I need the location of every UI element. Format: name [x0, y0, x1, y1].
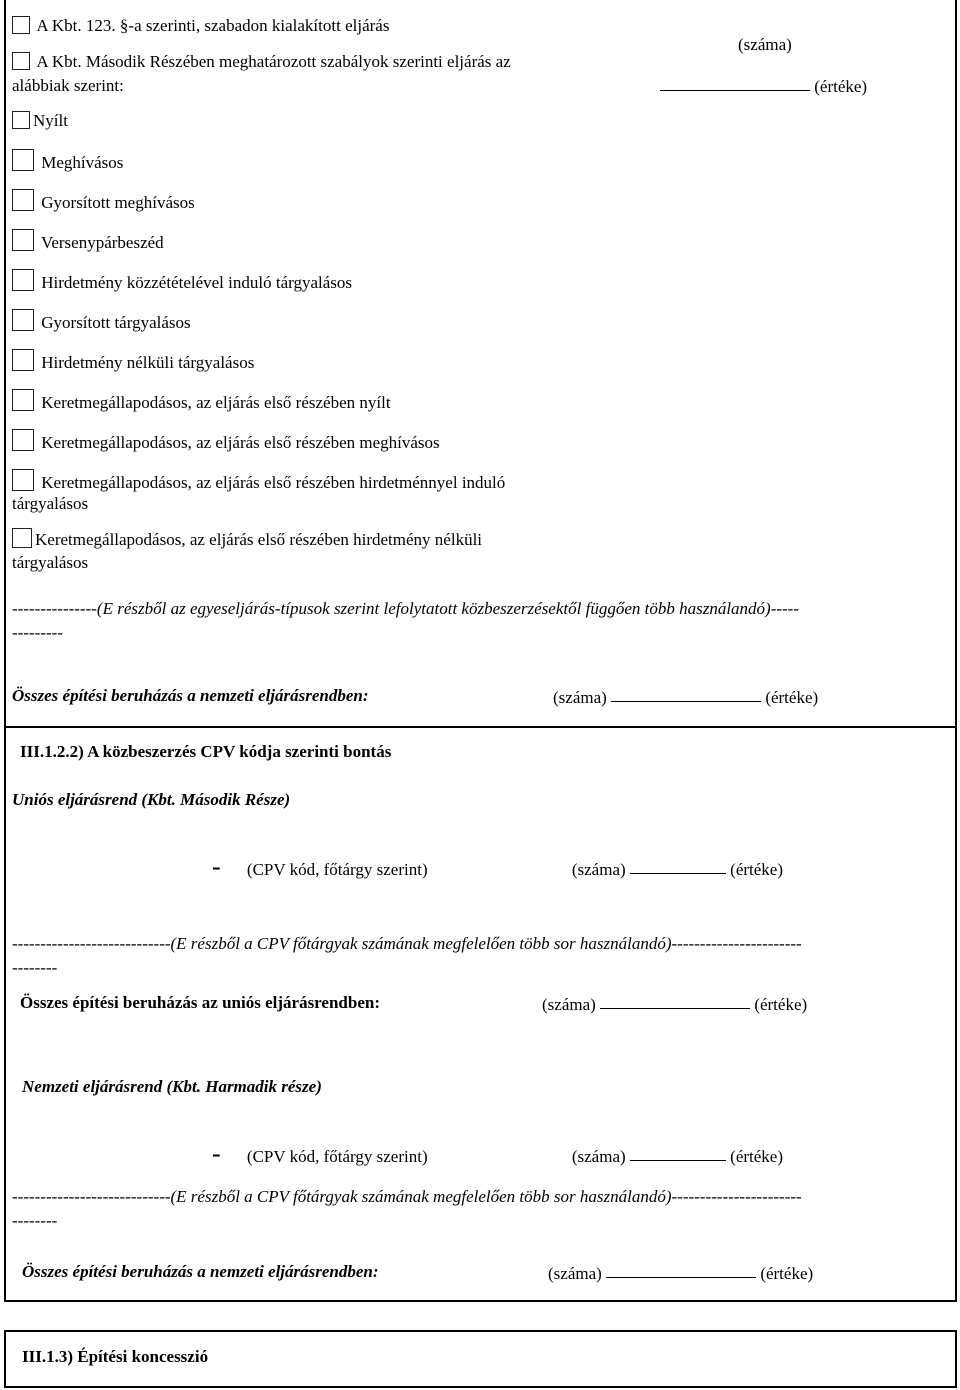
- checkbox-keret-hirdetmennyel[interactable]: [12, 469, 34, 491]
- option-hirdetmeny-kozzetetel[interactable]: [12, 269, 352, 294]
- option-label: Meghívásos: [41, 153, 124, 172]
- option-keret-nelkuli[interactable]: [12, 528, 482, 551]
- option-masodik-label-2: alábbiak szerint:: [12, 76, 124, 95]
- cpv-heading: III.1.2.2) A közbeszerzés CPV kódja szerinti bontás: [20, 742, 392, 761]
- national-total-field[interactable]: [553, 685, 818, 709]
- nemzeti-cpv-row[interactable]: [212, 1139, 784, 1168]
- procedure-note-line-2: ---------: [12, 623, 63, 642]
- option-keret-hirdetmennyel[interactable]: [12, 469, 505, 494]
- checkbox-meghivasos[interactable]: [12, 149, 34, 171]
- option-label: Keretmegállapodásos, az eljárás első részében meghívásos: [41, 433, 440, 452]
- checkbox-keret-meghivasos[interactable]: [12, 429, 34, 451]
- option-label: Keretmegállapodásos, az eljárás első részében nyílt: [41, 393, 391, 412]
- szama-label: (száma): [571, 860, 626, 879]
- top-szama-label: (száma): [738, 35, 792, 54]
- option-label: Gyorsított tárgyalásos: [41, 313, 191, 332]
- option-kbt123[interactable]: [12, 15, 389, 37]
- szama-label: (száma): [542, 995, 596, 1014]
- unios-total-field[interactable]: [542, 992, 807, 1016]
- checkbox-keret-nelkuli[interactable]: [12, 528, 32, 548]
- left-border: [4, 0, 6, 1302]
- option-label: Hirdetmény közzétételével induló tárgyalásos: [41, 273, 353, 292]
- section-divider: [4, 726, 957, 728]
- top-value-field[interactable]: [660, 74, 867, 98]
- erteke-label: (értéke): [730, 860, 784, 879]
- bottom-border: [4, 1300, 957, 1302]
- nemzeti-note-line-2: --------: [12, 1211, 58, 1230]
- top-value-underline[interactable]: [660, 74, 810, 91]
- row-dash: -: [212, 852, 221, 881]
- national-total-underline[interactable]: [611, 685, 761, 702]
- option-label: Hirdetmény nélküli tárgyalásos: [41, 353, 255, 372]
- option-masodik[interactable]: [12, 51, 511, 73]
- checkbox-keret-nyilt[interactable]: [12, 389, 34, 411]
- szama-label: (száma): [571, 1147, 626, 1166]
- option-gyorsitott-targyalasos[interactable]: [12, 309, 191, 334]
- procedure-note-line-1: ---------------(E részből az egyeseljárás-típusok szerint lefolytatott közbeszerzésektől függően több használandó)-----: [12, 599, 800, 618]
- option-keret-hirdetmennyel-cont: tárgyalásos: [12, 494, 89, 513]
- nemzeti-total-underline[interactable]: [606, 1261, 756, 1278]
- option-label: Versenypárbeszéd: [40, 233, 164, 252]
- erteke-label: (értéke): [754, 995, 808, 1014]
- checkbox-kbt123[interactable]: [12, 16, 30, 34]
- option-nyilt[interactable]: [12, 110, 68, 132]
- checkbox-versenyparbeszed[interactable]: [12, 229, 34, 251]
- right-border: [955, 0, 957, 1302]
- unios-note-line-2: --------: [12, 958, 58, 977]
- option-label: Gyorsított meghívásos: [41, 193, 195, 212]
- szama-label: (száma): [548, 1264, 602, 1283]
- option-versenyparbeszed[interactable]: [12, 229, 164, 254]
- top-erteke-label: (értéke): [814, 77, 868, 96]
- nemzeti-total-field[interactable]: [548, 1261, 813, 1285]
- koncesszio-heading: III.1.3) Építési koncesszió: [22, 1347, 209, 1366]
- nemzeti-note-line-1: ----------------------------(E részből a CPV főtárgyak számának megfelelően több sor használandó)-----------------------: [12, 1187, 802, 1206]
- option-label: Nyílt: [33, 111, 68, 130]
- cpv-code-label: (CPV kód, főtárgy szerint): [246, 860, 428, 879]
- option-meghivasos[interactable]: [12, 149, 123, 174]
- option-keret-nyilt[interactable]: [12, 389, 391, 414]
- unios-total-underline[interactable]: [600, 992, 750, 1009]
- checkbox-hirdetmeny-kozzetetel[interactable]: [12, 269, 34, 291]
- national-total-label: Összes építési beruházás a nemzeti eljárásrendben:: [12, 686, 369, 705]
- option-kbt123-label: A Kbt. 123. §-a szerinti, szabadon kialakított eljárás: [36, 16, 390, 35]
- option-gyorsitott-meghivasos[interactable]: [12, 189, 195, 214]
- row-dash: -: [212, 1139, 221, 1168]
- unios-cpv-underline[interactable]: [630, 857, 726, 874]
- unios-heading: Uniós eljárásrend (Kbt. Második Része): [12, 790, 291, 809]
- checkbox-masodik[interactable]: [12, 52, 30, 70]
- erteke-label: (értéke): [760, 1264, 814, 1283]
- nemzeti-total-label: Összes építési beruházás a nemzeti eljárásrendben:: [22, 1262, 379, 1281]
- nemzeti-cpv-underline[interactable]: [630, 1144, 726, 1161]
- checkbox-hirdetmeny-nelkuli[interactable]: [12, 349, 34, 371]
- option-keret-nelkuli-cont: tárgyalásos: [12, 553, 89, 572]
- option-label: Keretmegállapodásos, az eljárás első részében hirdetmény nélküli: [35, 530, 483, 549]
- option-label: Keretmegállapodásos, az eljárás első részében hirdetménnyel induló: [41, 473, 506, 492]
- unios-note-line-1: ----------------------------(E részből a CPV főtárgyak számának megfelelően több sor használandó)-----------------------: [12, 934, 802, 953]
- cpv-code-label: (CPV kód, főtárgy szerint): [246, 1147, 428, 1166]
- unios-cpv-row[interactable]: [212, 852, 784, 881]
- erteke-label: (értéke): [765, 688, 819, 707]
- unios-total-label: Összes építési beruházás az uniós eljárásrendben:: [20, 993, 380, 1012]
- erteke-label: (értéke): [730, 1147, 784, 1166]
- checkbox-gyorsitott-targyalasos[interactable]: [12, 309, 34, 331]
- nemzeti-heading: Nemzeti eljárásrend (Kbt. Harmadik része): [22, 1077, 322, 1096]
- option-masodik-label-1: A Kbt. Második Részében meghatározott szabályok szerinti eljárás az: [36, 52, 511, 71]
- option-hirdetmeny-nelkuli[interactable]: [12, 349, 254, 374]
- option-keret-meghivasos[interactable]: [12, 429, 440, 454]
- checkbox-nyilt[interactable]: [12, 111, 30, 129]
- szama-label: (száma): [553, 688, 607, 707]
- checkbox-gyorsitott-meghivasos[interactable]: [12, 189, 34, 211]
